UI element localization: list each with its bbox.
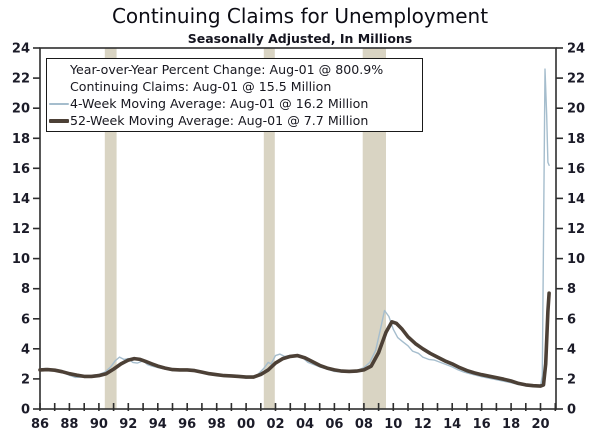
y-tick-label-left: 2 bbox=[20, 372, 30, 388]
legend-item-52-week-moving-average bbox=[49, 112, 418, 129]
x-tick-label: 20 bbox=[531, 417, 550, 432]
y-tick-label-right: 0 bbox=[567, 402, 577, 418]
legend-label-52-week-moving-average: 52-Week Moving Average: Aug-01 @ 7.7 Million bbox=[70, 113, 369, 128]
y-tick-label-right: 4 bbox=[567, 342, 577, 358]
y-tick-label-left: 16 bbox=[11, 161, 30, 177]
legend-label-yoy-percent-change: Year-over-Year Percent Change: Aug-01 @ 800.9% bbox=[70, 62, 384, 77]
x-tick-label: 02 bbox=[266, 417, 285, 432]
x-tick-label: 00 bbox=[237, 417, 256, 432]
y-tick-label-right: 24 bbox=[567, 41, 586, 57]
x-tick-label: 98 bbox=[207, 417, 226, 432]
y-tick-label-right: 16 bbox=[567, 161, 586, 177]
x-tick-label: 90 bbox=[89, 417, 108, 432]
chart-title: Continuing Claims for Unemployment bbox=[111, 4, 489, 28]
y-tick-label-right: 6 bbox=[567, 312, 577, 328]
x-tick-label: 08 bbox=[354, 417, 373, 432]
x-tick-label: 92 bbox=[119, 417, 138, 432]
x-tick-label: 94 bbox=[148, 417, 167, 432]
y-tick-label-right: 22 bbox=[567, 71, 586, 87]
y-tick-label-right: 18 bbox=[567, 131, 586, 147]
y-tick-label-left: 18 bbox=[11, 131, 30, 147]
x-tick-label: 96 bbox=[178, 417, 197, 432]
y-tick-label-left: 20 bbox=[11, 101, 30, 117]
x-tick-label: 16 bbox=[472, 417, 491, 432]
y-tick-label-right: 2 bbox=[567, 372, 577, 388]
legend-label-4-week-moving-average: 4-Week Moving Average: Aug-01 @ 16.2 Million bbox=[70, 96, 369, 111]
y-tick-label-right: 14 bbox=[567, 191, 586, 207]
legend-label-continuing-claims: Continuing Claims: Aug-01 @ 15.5 Million bbox=[70, 79, 332, 94]
legend-item-yoy-percent-change bbox=[49, 61, 418, 78]
y-tick-label-left: 12 bbox=[11, 222, 30, 237]
x-tick-label: 12 bbox=[413, 417, 432, 432]
y-tick-label-left: 6 bbox=[20, 312, 30, 328]
x-tick-label: 18 bbox=[502, 417, 521, 432]
legend-swatch-4-week-line-icon bbox=[49, 103, 70, 105]
y-tick-label-left: 10 bbox=[11, 252, 30, 268]
x-tick-label: 14 bbox=[443, 417, 462, 432]
y-tick-label-left: 8 bbox=[20, 282, 30, 298]
y-tick-label-right: 10 bbox=[567, 252, 586, 268]
legend-box bbox=[46, 58, 423, 132]
x-tick-label: 06 bbox=[325, 417, 344, 432]
legend-item-4-week-moving-average bbox=[49, 95, 418, 112]
y-tick-label-left: 4 bbox=[20, 342, 30, 358]
4-week-line-swatch bbox=[49, 103, 69, 105]
y-tick-label-left: 14 bbox=[11, 191, 30, 207]
chart-subtitle: Seasonally Adjusted, In Millions bbox=[187, 31, 413, 46]
x-tick-label: 10 bbox=[384, 417, 403, 432]
y-tick-label-right: 12 bbox=[567, 222, 586, 237]
y-tick-label-left: 24 bbox=[11, 41, 30, 57]
y-tick-label-right: 8 bbox=[567, 282, 577, 298]
x-tick-label: 86 bbox=[30, 417, 50, 432]
legend-item-continuing-claims bbox=[49, 78, 418, 95]
y-tick-label-left: 22 bbox=[11, 71, 30, 87]
x-tick-label: 88 bbox=[60, 417, 79, 432]
x-tick-label: 04 bbox=[295, 417, 315, 432]
52-week-line-swatch bbox=[49, 119, 69, 123]
y-tick-label-left: 0 bbox=[20, 402, 30, 418]
y-tick-label-right: 20 bbox=[567, 101, 586, 117]
legend-swatch-52-week-line-icon bbox=[49, 119, 70, 123]
